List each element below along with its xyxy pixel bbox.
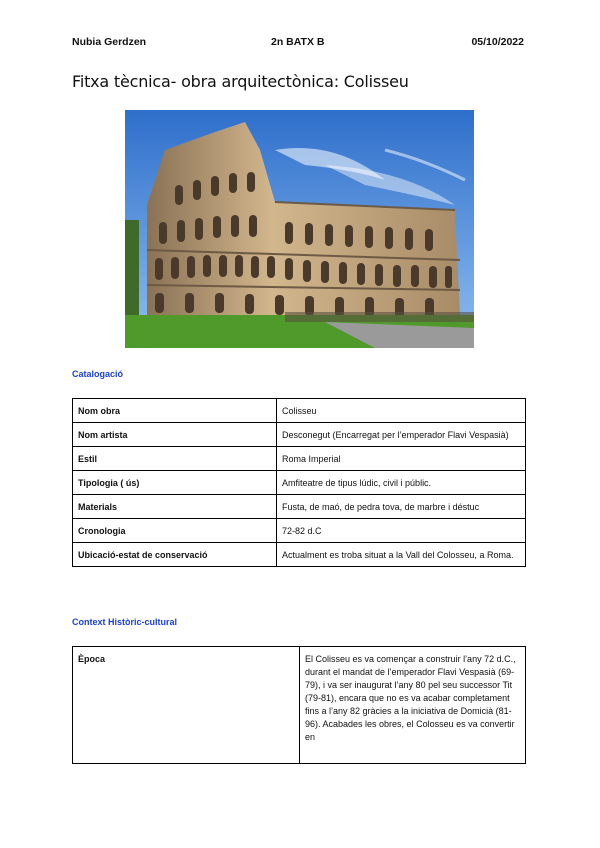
row-label: Estil — [73, 447, 277, 471]
row-value: Desconegut (Encarregat per l’emperador Flavi Vespasià) — [277, 423, 526, 447]
section-catalogacio-heading: Catalogació — [72, 369, 124, 379]
row-label: Nom artista — [73, 423, 277, 447]
table-row — [73, 543, 526, 567]
table-row — [73, 471, 526, 495]
row-value: Roma Imperial — [277, 447, 526, 471]
row-label: Cronologia — [73, 519, 277, 543]
table-row — [73, 495, 526, 519]
catalog-table — [72, 398, 526, 567]
colosseum-photo — [125, 110, 474, 348]
page-title: Fitxa tècnica- obra arquitectònica: Colisseu — [72, 72, 409, 91]
row-label: Materials — [73, 495, 277, 519]
row-value: Actualment es troba situat a la Vall del Colosseu, a Roma. — [277, 543, 526, 567]
row-label: Època — [73, 647, 300, 764]
row-label: Nom obra — [73, 399, 277, 423]
row-value: Amfiteatre de tipus lúdic, civil i públic. — [277, 471, 526, 495]
course-label: 2n BATX B — [271, 36, 325, 48]
table-row — [73, 423, 526, 447]
document-date: 05/10/2022 — [471, 36, 524, 48]
table-row — [73, 519, 526, 543]
row-value: Colisseu — [277, 399, 526, 423]
section-context-heading: Context Històric-cultural — [72, 617, 178, 627]
table-row — [73, 647, 526, 764]
table-row — [73, 399, 526, 423]
row-value: Fusta, de maó, de pedra tova, de marbre i déstuc — [277, 495, 526, 519]
author-name: Nubia Gerdzen — [72, 36, 147, 48]
page-header — [72, 36, 524, 50]
context-table — [72, 646, 526, 764]
row-label: Ubicació-estat de conservació — [73, 543, 277, 567]
row-value: 72-82 d.C — [277, 519, 526, 543]
row-label: Tipologia ( ús) — [73, 471, 277, 495]
row-value: El Colisseu es va començar a construir l’any 72 d.C., durant el mandat de l’emperador Flavi Vespasià (69-79), i va ser inaugurat l’any 80 pel seu successor Tit (79-81), encara que no es va acabar completament fins a l’any 82 gràcies a la iniciativa de Domicià (81-96). Acabades les obres, el Colosseu es va convertir en — [300, 647, 526, 764]
table-row — [73, 447, 526, 471]
